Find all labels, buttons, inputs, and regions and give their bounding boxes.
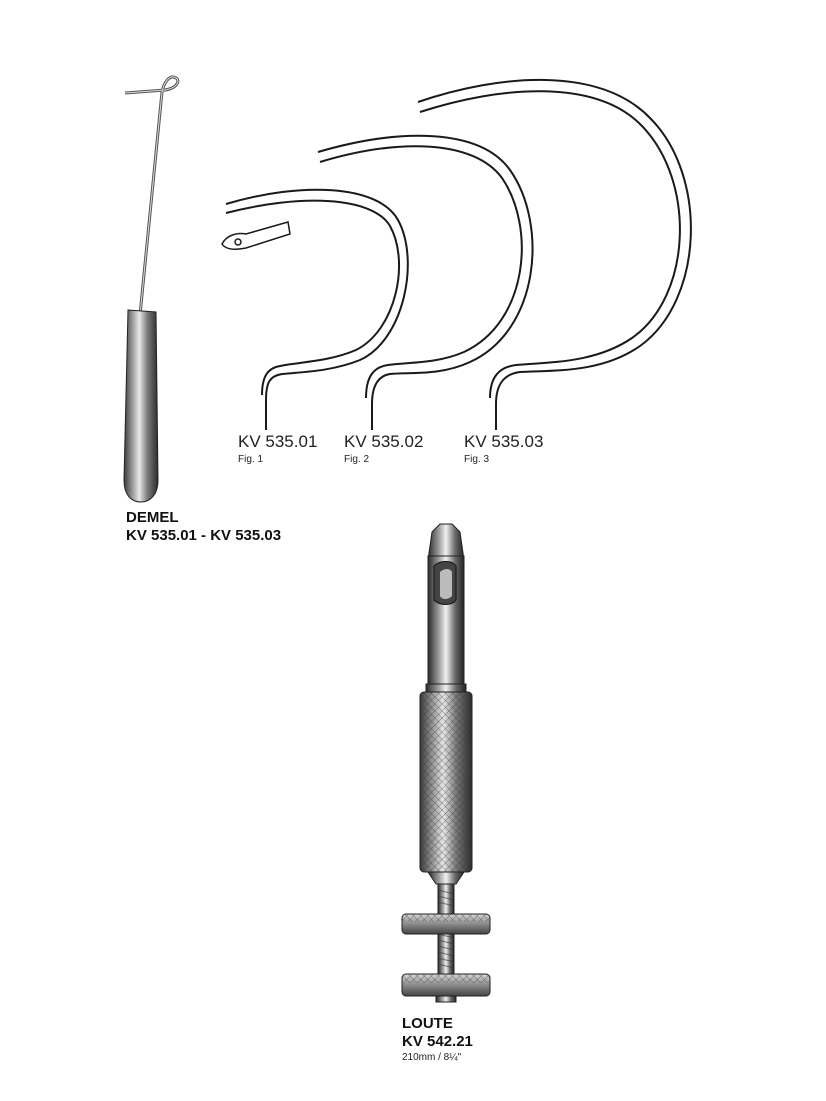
demel-name: DEMEL [126, 509, 179, 526]
variant-fig-1: Fig. 1 [238, 454, 264, 465]
variant-code-3: KV 535.03 [464, 432, 544, 451]
demel-variant-fig3 [418, 79, 697, 430]
demel-range: KV 535.01 - KV 535.03 [126, 527, 282, 544]
loute-code: KV 542.21 [402, 1033, 473, 1050]
variant-code-2: KV 535.02 [344, 432, 424, 451]
variant-code-1: KV 535.01 [238, 432, 318, 451]
demel-variant-fig1 [222, 190, 416, 430]
loute-size: 210mm / 8¼" [402, 1052, 462, 1063]
loute-name: LOUTE [402, 1015, 453, 1032]
loute-instrument [402, 524, 490, 1002]
variant-fig-2: Fig. 2 [344, 454, 370, 465]
demel-instrument [124, 77, 178, 502]
demel-variant-fig2 [318, 135, 546, 430]
variant-fig-3: Fig. 3 [464, 454, 490, 465]
